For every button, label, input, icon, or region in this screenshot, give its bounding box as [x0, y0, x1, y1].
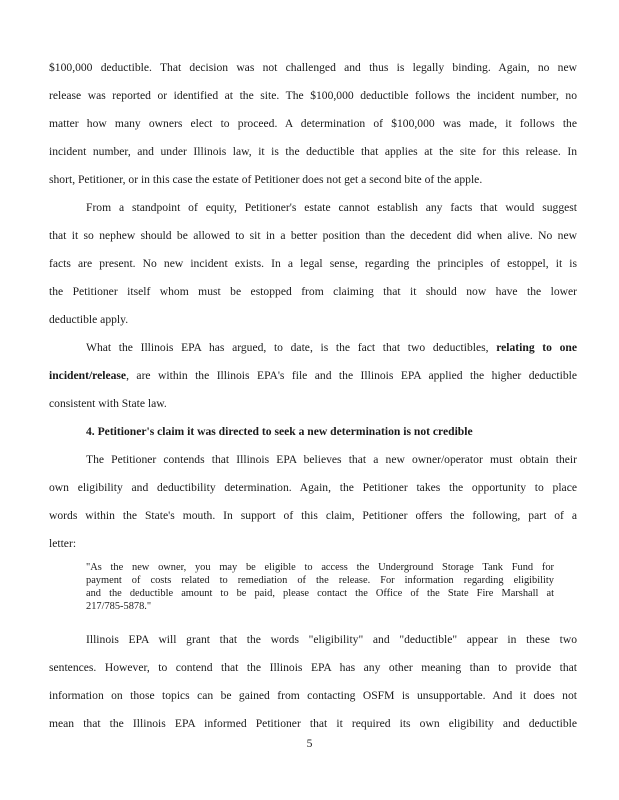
paragraph-1-line-3: matter how many owners elect to proceed. A determination of $100,000 was made, it follows the — [49, 117, 577, 130]
quote-line-4: 217/785-5878." — [86, 601, 152, 612]
paragraph-3-line-3: consistent with State law. — [49, 397, 167, 410]
paragraph-5-line-3: information on those topics can be gained from contacting OSFM is unsupportable. And it does not — [49, 689, 577, 702]
paragraph-2-line-3: facts are present. No new incident exists. In a legal sense, regarding the principles of estoppel, it is — [49, 257, 577, 270]
paragraph-1-line-4: incident number, and under Illinois law, it is the deductible that applies at the site for this release. In — [49, 145, 577, 158]
emphasis-text: relating to one — [496, 341, 577, 354]
paragraph-3-line-2: incident/release, are within the Illinois EPA's file and the Illinois EPA applied the higher deductible — [49, 369, 577, 382]
paragraph-1-line-2: release was reported or identified at the site. The $100,000 deductible follows the incident number, no — [49, 89, 577, 102]
emphasis-text: incident/release — [49, 369, 127, 382]
quote-line-2: payment of costs related to remediation of the release. For information regarding eligibility — [86, 575, 554, 586]
paragraph-4-line-1: The Petitioner contends that Illinois EPA believes that a new owner/operator must obtain their — [86, 453, 577, 466]
paragraph-5-line-4: mean that the Illinois EPA informed Petitioner that it required its own eligibility and deductible — [49, 717, 577, 730]
paragraph-5-line-2: sentences. However, to contend that the Illinois EPA has any other meaning than to provide that — [49, 661, 577, 674]
paragraph-4-line-4: letter: — [49, 537, 77, 550]
quote-line-1: "As the new owner, you may be eligible to access the Underground Storage Tank Fund for — [86, 562, 554, 573]
paragraph-2-line-4: the Petitioner itself whom must be estopped from claiming that it should now have the lower — [49, 285, 577, 298]
paragraph-5-line-1: Illinois EPA will grant that the words "eligibility" and "deductible" appear in these two — [86, 633, 577, 646]
paragraph-2-line-2: that it so nephew should be allowed to sit in a better position than the decedent did when alive. No new — [49, 229, 577, 242]
paragraph-1-line-1: $100,000 deductible. That decision was not challenged and thus is legally binding. Again, no new — [49, 61, 577, 74]
paragraph-3-line-1: What the Illinois EPA has argued, to date, is the fact that two deductibles, relating to one — [86, 341, 577, 354]
paragraph-2-line-5: deductible apply. — [49, 313, 129, 326]
section-heading: 4. Petitioner's claim it was directed to seek a new determination is not credible — [86, 425, 473, 438]
page-number: 5 — [306, 737, 313, 750]
paragraph-1-line-5: short, Petitioner, or in this case the estate of Petitioner does not get a second bite of the apple. — [49, 173, 483, 186]
paragraph-2-line-1: From a standpoint of equity, Petitioner's estate cannot establish any facts that would suggest — [86, 201, 577, 214]
paragraph-4-line-2: own eligibility and deductibility determination. Again, the Petitioner takes the opportunity to place — [49, 481, 577, 494]
quote-line-3: and the deductible amount to be paid, please contact the Office of the State Fire Marshall at — [86, 588, 554, 599]
paragraph-4-line-3: words within the State's mouth. In support of this claim, Petitioner offers the following, part of a — [49, 509, 577, 522]
